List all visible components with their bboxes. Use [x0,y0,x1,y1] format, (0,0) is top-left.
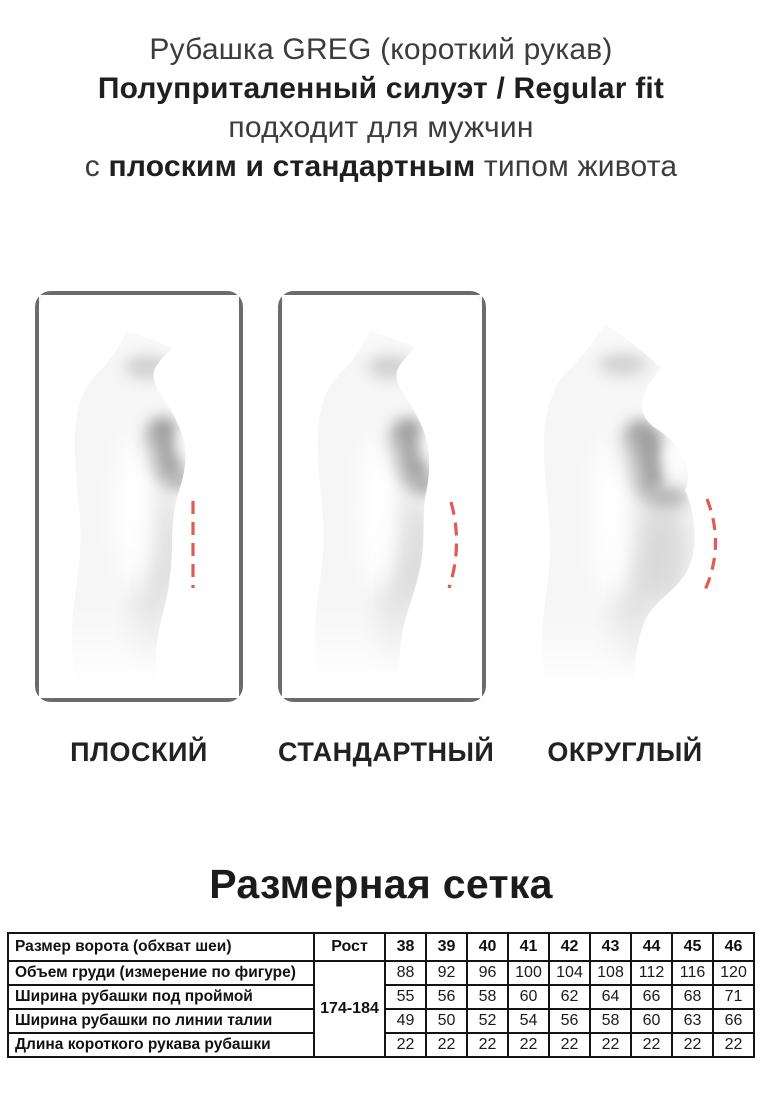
size-cell: 22 [385,1033,426,1057]
size-cell: 71 [713,985,754,1009]
size-cell: 92 [426,961,467,985]
size-cell: 50 [426,1009,467,1033]
size-cell: 116 [672,961,713,985]
size-grid-title: Размерная сетка [209,861,553,907]
size-cell: 56 [549,1009,590,1033]
size-cell: 60 [631,1009,672,1033]
size-cell: 22 [426,1033,467,1057]
size-cell: 66 [713,1009,754,1033]
table-row [8,961,754,985]
row-label: Ширина рубашки по линии талии [8,1009,314,1033]
size-cell: 108 [590,961,631,985]
size-cell: 112 [631,961,672,985]
product-title-block [0,30,762,186]
fit-type-line: Полуприталенный силуэт / Regular fit [97,72,665,105]
product-title: Рубашка GREG (короткий рукав) [149,33,613,66]
size-table-body [8,933,754,1057]
body-type-label-flat: ПЛОСКИЙ [70,737,208,767]
size-col-header: 40 [467,933,508,961]
row-label: Ширина рубашки под проймой [8,985,314,1009]
table-header-label: Размер ворота (обхват шеи) [8,933,314,961]
size-col-header: 43 [590,933,631,961]
size-col-header: 39 [426,933,467,961]
body-type-label-standard: СТАНДАРТНЫЙ [278,737,495,767]
size-col-header: 38 [385,933,426,961]
size-cell: 120 [713,961,754,985]
table-header-row [8,933,754,961]
belly-line-suffix: типом живота [475,150,678,183]
suits-line: подходит для мужчин [228,111,534,144]
size-cell: 68 [672,985,713,1009]
size-cell: 22 [713,1033,754,1057]
size-cell: 54 [508,1009,549,1033]
rost-value-cell: 174-184 [314,961,385,1057]
flat-belly-silhouette [39,295,239,698]
size-col-header: 45 [672,933,713,961]
table-header-rost: Рост [314,933,385,961]
size-col-header: 46 [713,933,754,961]
row-label: Объем груди (измерение по фигуре) [8,961,314,985]
size-col-header: 44 [631,933,672,961]
size-cell: 56 [426,985,467,1009]
size-cell: 100 [508,961,549,985]
belly-line-prefix: с [84,150,109,183]
round-belly-dash-line [705,499,716,590]
size-cell: 22 [508,1033,549,1057]
size-cell: 22 [467,1033,508,1057]
size-cell: 66 [631,985,672,1009]
size-cell: 52 [467,1009,508,1033]
size-cell: 49 [385,1009,426,1033]
size-col-header: 41 [508,933,549,961]
standard-belly-silhouette [282,295,482,698]
size-cell: 60 [508,985,549,1009]
size-cell: 88 [385,961,426,985]
size-cell: 63 [672,1009,713,1033]
round-belly-silhouette [505,290,745,705]
size-cell: 22 [672,1033,713,1057]
body-type-frame-flat [35,291,243,702]
size-cell: 96 [467,961,508,985]
body-type-frame-standard [278,291,486,702]
size-cell: 62 [549,985,590,1009]
size-table [7,932,755,1058]
body-type-label-round: ОКРУГЛЫЙ [547,737,703,767]
body-type-figure-round [505,290,745,705]
size-col-header: 42 [549,933,590,961]
size-cell: 58 [467,985,508,1009]
size-cell: 22 [590,1033,631,1057]
row-label: Длина короткого рукава рубашки [8,1033,314,1057]
size-cell: 64 [590,985,631,1009]
standard-belly-dash-line [449,502,457,588]
size-cell: 104 [549,961,590,985]
size-cell: 55 [385,985,426,1009]
size-cell: 58 [590,1009,631,1033]
size-cell: 22 [549,1033,590,1057]
belly-line-bold: плоским и стандартным [108,150,476,183]
size-cell: 22 [631,1033,672,1057]
belly-type-line [0,147,762,186]
